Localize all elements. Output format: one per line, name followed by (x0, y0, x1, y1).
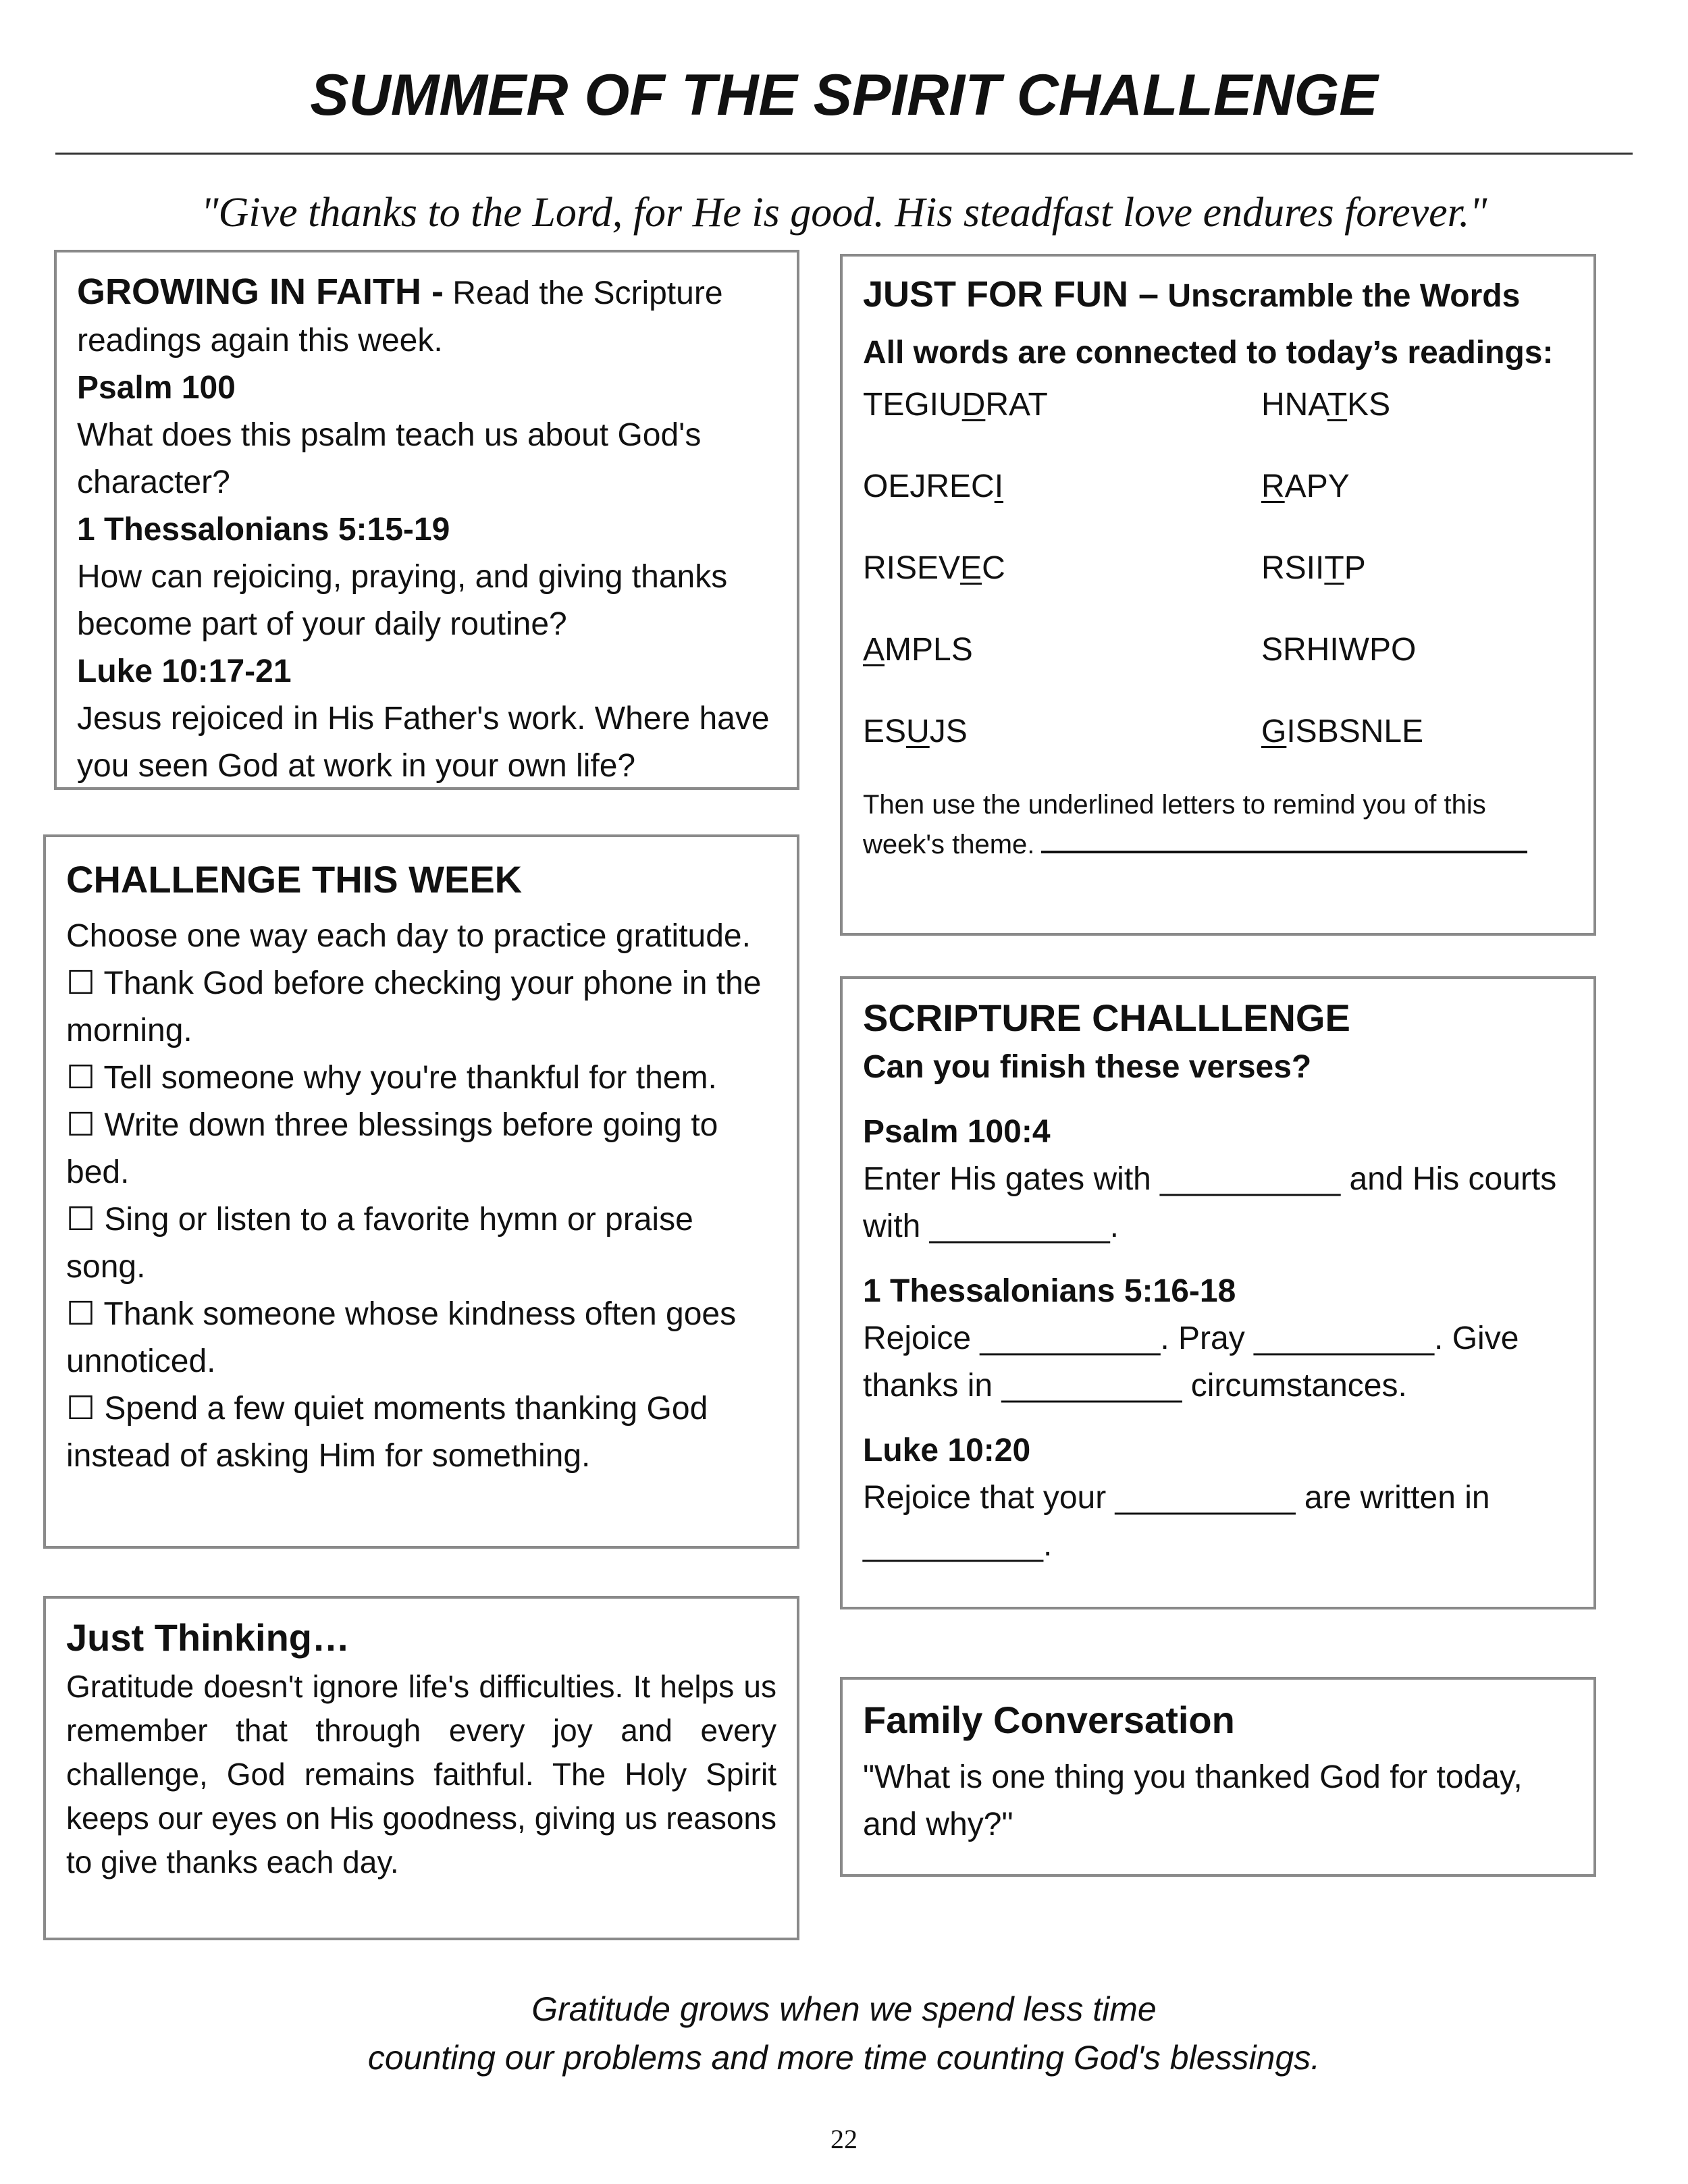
growing-ref-1: Psalm 100 (77, 370, 236, 406)
scrambled-word (1261, 631, 1416, 668)
underlined-letter: U (906, 714, 930, 749)
challenge-item-text: Thank someone whose kindness often goes unnoticed. (66, 1296, 737, 1379)
underlined-letter: E (960, 550, 982, 586)
challenge-item (66, 1291, 776, 1385)
word-fragment: RAT (985, 387, 1048, 423)
fun-instructions (863, 786, 1573, 863)
title-divider (55, 153, 1633, 155)
word-fragment: OEJREC (863, 469, 995, 504)
scripture-heading: SCRIPTURE CHALLLENGE (863, 996, 1350, 1039)
scrambled-word (1261, 713, 1423, 750)
word-fragment: SRHIWPO (1261, 632, 1417, 668)
verse-text-2: Rejoice __________. Pray __________. Give thanks in __________ circumstances. (863, 1321, 1519, 1404)
growing-ref-3: Luke 10:17-21 (77, 654, 292, 689)
checkbox-icon[interactable]: ☐ (66, 1060, 96, 1096)
growing-question-1: What does this psalm teach us about God's character? (77, 417, 702, 500)
checkbox-icon[interactable]: ☐ (66, 1296, 96, 1332)
word-fragment: HNA (1261, 387, 1327, 423)
word-fragment: P (1344, 550, 1366, 586)
challenge-box (43, 834, 799, 1549)
growing-intro: Read the Scripture readings again this week. (77, 275, 723, 358)
scripture-challenge-box (840, 976, 1596, 1609)
word-fragment: C (982, 550, 1005, 586)
challenge-intro: Choose one way each day to practice gratitude. (66, 918, 751, 954)
scrambled-word (863, 713, 968, 750)
challenge-item (66, 960, 776, 1055)
word-fragment: RSII (1261, 550, 1325, 586)
footer-line-2: counting our problems and more time counting God's blessings. (367, 2039, 1321, 2077)
fun-subheading: All words are connected to today’s readings: (863, 335, 1554, 371)
word-fragment: JS (929, 714, 968, 749)
scrambled-word (863, 550, 1005, 587)
verse-text-1: Enter His gates with __________ and His courts with __________. (863, 1161, 1557, 1244)
challenge-item-text: Sing or listen to a favorite hymn or praise song. (66, 1202, 693, 1285)
challenge-item (66, 1385, 776, 1480)
scramble-row (863, 550, 1573, 597)
underlined-letter: A (863, 632, 885, 668)
challenge-item-text: Thank God before checking your phone in the morning. (66, 965, 762, 1048)
challenge-item-text: Write down three blessings before going to bed. (66, 1107, 718, 1190)
scrambled-word (1261, 468, 1350, 505)
scramble-row (863, 631, 1573, 678)
challenge-item-text: Tell someone why you're thankful for them. (103, 1060, 717, 1096)
challenge-item (66, 1102, 776, 1196)
word-fragment: KS (1347, 387, 1391, 423)
scrambled-word (1261, 386, 1390, 423)
growing-header (77, 266, 776, 365)
challenge-item (66, 1196, 776, 1291)
growing-question-2: How can rejoicing, praying, and giving thanks become part of your daily routine? (77, 559, 728, 642)
verse-ref-2: 1 Thessalonians 5:16-18 (863, 1273, 1236, 1309)
underlined-letter: D (961, 387, 986, 423)
checkbox-icon[interactable]: ☐ (66, 1391, 96, 1427)
thinking-heading: Just Thinking… (66, 1616, 350, 1659)
word-fragment: RISEV (863, 550, 961, 586)
word-fragment: APY (1284, 469, 1350, 504)
answer-blank[interactable] (1041, 824, 1527, 853)
underlined-letter: T (1324, 550, 1344, 586)
growing-heading: GROWING IN FAITH - (77, 271, 444, 312)
thinking-body: Gratitude doesn't ignore life's difficulties. It helps us remember that through every joy and every challenge, God remains faithful. The Holy Spirit keeps our eyes on His goodness, giving us reasons to give thanks each day. (66, 1669, 776, 1880)
word-fragment: TEGIU (863, 387, 962, 423)
scramble-row (863, 386, 1573, 433)
page-title: SUMMER OF THE SPIRIT CHALLENGE (310, 63, 1378, 128)
verse-ref-1: Psalm 100:4 (863, 1114, 1051, 1150)
challenge-heading: CHALLENGE THIS WEEK (66, 858, 523, 901)
word-fragment: ES (863, 714, 907, 749)
scripture-subheading: Can you finish these verses? (863, 1049, 1312, 1085)
underlined-letter: T (1327, 387, 1348, 423)
growing-ref-2: 1 Thessalonians 5:15-19 (77, 512, 450, 548)
verse-text-3: Rejoice that your __________ are written in __________. (863, 1480, 1490, 1563)
checkbox-icon[interactable]: ☐ (66, 1202, 96, 1237)
family-heading: Family Conversation (863, 1699, 1235, 1741)
underlined-letter: G (1261, 714, 1287, 749)
family-question: "What is one thing you thanked God for today, and why?" (863, 1759, 1523, 1842)
scrambled-word (863, 468, 1003, 505)
scramble-row (863, 713, 1573, 760)
underlined-letter: I (994, 469, 1004, 504)
page-number: 22 (830, 2124, 858, 2154)
growing-question-3: Jesus rejoiced in His Father's work. Where have you seen God at work in your own life? (77, 701, 770, 784)
word-fragment: MPLS (885, 632, 973, 668)
family-conversation-box (840, 1677, 1596, 1877)
challenge-item (66, 1055, 776, 1102)
verse-ref-3: Luke 10:20 (863, 1433, 1031, 1468)
scramble-row (863, 468, 1573, 515)
checkbox-icon[interactable]: ☐ (66, 1107, 96, 1143)
scrambled-word (1261, 550, 1366, 587)
fun-header (863, 269, 1573, 329)
footer-line-1: Gratitude grows when we spend less time (531, 1990, 1157, 2028)
fun-instructions-text: Then use the underlined letters to remind you of this week's theme. (863, 790, 1486, 859)
word-fragment: ISBSNLE (1286, 714, 1424, 749)
growing-in-faith-box (54, 250, 799, 790)
fun-heading: JUST FOR FUN – (863, 274, 1159, 315)
scrambled-word (863, 386, 1048, 423)
header-quote: "Give thanks to the Lord, for He is good. His steadfast love endures forever." (201, 190, 1487, 236)
checkbox-icon[interactable]: ☐ (66, 965, 96, 1001)
scramble-grid (863, 386, 1573, 791)
just-for-fun-box (840, 254, 1596, 936)
fun-heading-sub: Unscramble the Words (1159, 278, 1521, 314)
scrambled-word (863, 631, 973, 668)
just-thinking-box (43, 1596, 799, 1940)
underlined-letter: R (1261, 469, 1285, 504)
challenge-item-text: Spend a few quiet moments thanking God instead of asking Him for something. (66, 1391, 708, 1474)
